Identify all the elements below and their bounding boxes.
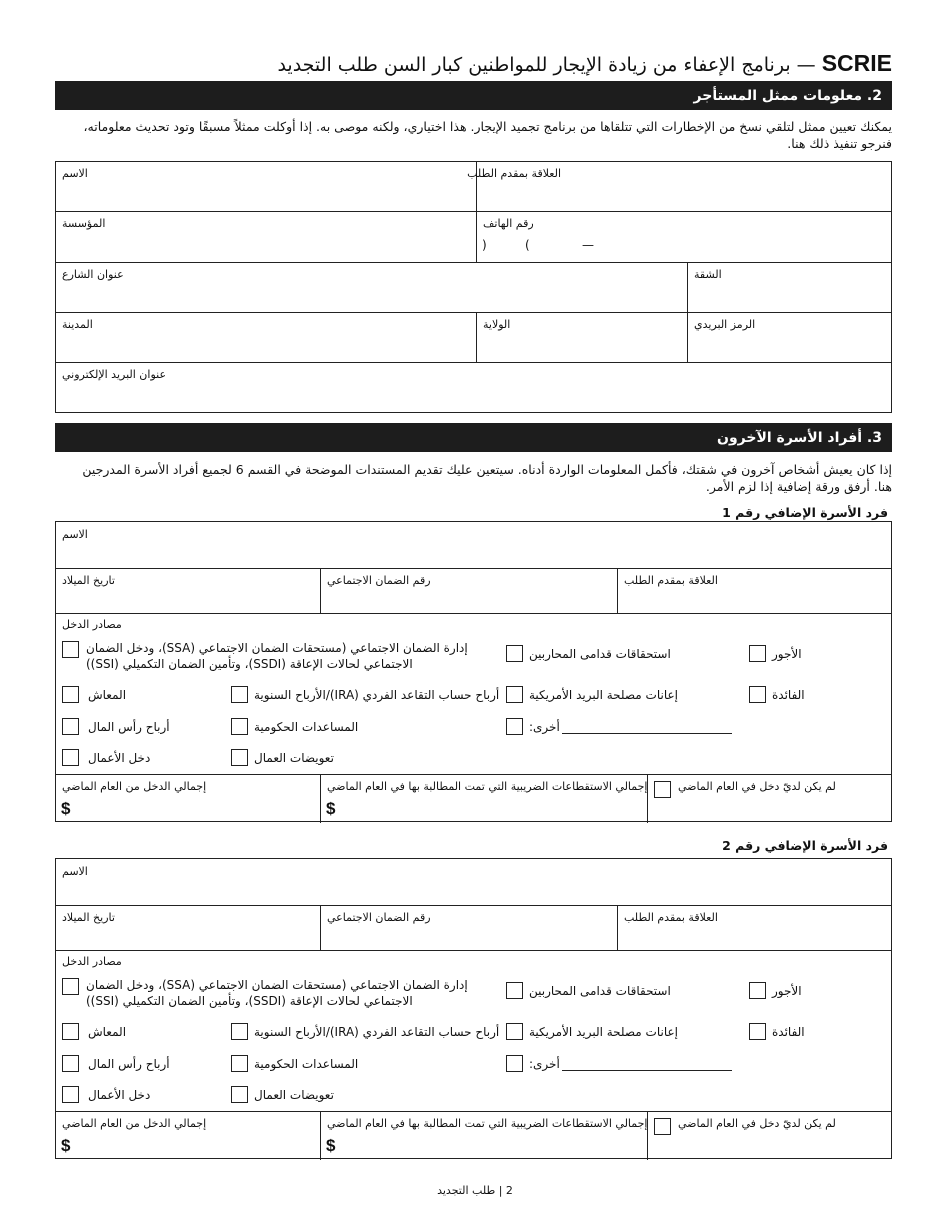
member-2-pension-label: المعاش: [88, 1025, 127, 1039]
member-1-name-field[interactable]: [56, 522, 891, 568]
member-1-total-deductions-label: إجمالي الاستقطاعات الضريبية التي تمت المطالبة بها في العام الماضي: [327, 780, 648, 793]
member-1-ssn-field[interactable]: [321, 569, 617, 613]
rep-apt-label: الشقة: [694, 268, 722, 281]
rep-zip-field[interactable]: [688, 313, 891, 362]
rep-organization-field[interactable]: [56, 212, 476, 262]
member-1-total-deductions-field[interactable]: [321, 775, 647, 823]
member-1-ssn-label: رقم الضمان الاجتماعي: [327, 574, 431, 587]
member-1-income-sources-label: مصادر الدخل: [62, 618, 122, 631]
member-1-veterans-checkbox[interactable]: [506, 645, 523, 662]
member-2-income-dollar: $: [61, 1136, 71, 1155]
page-footer: [0, 1184, 950, 1197]
member-1-business-checkbox[interactable]: [62, 749, 79, 766]
member-2-ssn-field[interactable]: [321, 906, 617, 950]
member-2-wages-checkbox[interactable]: [749, 982, 766, 999]
footer-label: طلب التجديد: [437, 1184, 496, 1197]
member-1-other-checkbox[interactable]: [506, 718, 523, 735]
member-2-other-label: أخرى:: [529, 1057, 560, 1071]
member-1-business-label: دخل الأعمال: [88, 751, 151, 765]
member-1-no-income-label: لم يكن لديّ دخل في العام الماضي: [678, 780, 836, 793]
member-2-postal-checkbox[interactable]: [506, 1023, 523, 1040]
member-2-wages-label: الأجور: [772, 984, 802, 998]
member-2-deductions-dollar: $: [326, 1136, 336, 1155]
rep-state-label: الولاية: [483, 318, 511, 331]
rep-organization-label: المؤسسة: [62, 217, 106, 230]
rep-city-label: المدينة: [62, 318, 93, 331]
member-1-dob-label: تاريخ الميلاد: [62, 574, 115, 587]
phone-dash: —: [582, 238, 594, 252]
member-1-dob-field[interactable]: [56, 569, 320, 613]
member-1-relationship-field[interactable]: [618, 569, 891, 613]
footer-separator: |: [495, 1184, 506, 1197]
section-3-intro: إذا كان يعيش أشخاص آخرون في شقتك، فأكمل المعلومات الواردة أدناه. سيتعين عليك تقديم المستندات الموضحة في القسم 6 لجميع أفراد الأسرة المدرجين هنا. أرفق ورقة إضافية إذا لزم الأمر.: [82, 462, 892, 494]
member-2-postal-label: إعانات مصلحة البريد الأمريكية: [529, 1025, 678, 1039]
member-1-gov-label: المساعدات الحكومية: [254, 720, 359, 734]
member-1-capital-label: أرباح رأس المال: [88, 720, 170, 734]
member-1-relationship-label: العلاقة بمقدم الطلب: [624, 574, 718, 587]
member-2-ssa-checkbox[interactable]: [62, 978, 79, 995]
member-1-wages-checkbox[interactable]: [749, 645, 766, 662]
member-2-business-checkbox[interactable]: [62, 1086, 79, 1103]
rep-zip-label: الرمز البريدي: [694, 318, 756, 331]
member-2-relationship-field[interactable]: [618, 906, 891, 950]
member-2-name-field[interactable]: [56, 859, 891, 905]
member-2-gov-checkbox[interactable]: [231, 1055, 248, 1072]
program-code: SCRIE: [821, 50, 892, 76]
member-2-interest-label: الفائدة: [772, 1025, 805, 1039]
member-2-total-deductions-field[interactable]: [321, 1112, 647, 1160]
member-2-dob-field[interactable]: [56, 906, 320, 950]
page-number: 2: [505, 1184, 513, 1197]
rep-street-label: عنوان الشارع: [62, 268, 124, 281]
member-2-gov-label: المساعدات الحكومية: [254, 1057, 359, 1071]
member-1-capital-checkbox[interactable]: [62, 718, 79, 735]
member-1-name-label: الاسم: [62, 528, 88, 541]
rep-street-field[interactable]: [56, 263, 687, 312]
member-1-form: [55, 521, 892, 822]
phone-paren-close: ): [525, 238, 530, 252]
member-1-pension-checkbox[interactable]: [62, 686, 79, 703]
rep-email-label: عنوان البريد الإلكتروني: [62, 368, 167, 381]
member-1-interest-label: الفائدة: [772, 688, 805, 702]
representative-form: [55, 161, 892, 413]
member-1-interest-checkbox[interactable]: [749, 686, 766, 703]
member-2-veterans-checkbox[interactable]: [506, 982, 523, 999]
member-1-ira-checkbox[interactable]: [231, 686, 248, 703]
member-2-dob-label: تاريخ الميلاد: [62, 911, 115, 924]
member-1-title: فرد الأسرة الإضافي رقم 1: [722, 505, 888, 520]
member-2-income-sources-label: مصادر الدخل: [62, 955, 122, 968]
member-2-no-income-checkbox[interactable]: [654, 1118, 671, 1135]
rep-state-field[interactable]: [477, 313, 687, 362]
page-title: [55, 50, 892, 78]
member-1-no-income-checkbox[interactable]: [654, 781, 671, 798]
member-2-no-income-label: لم يكن لديّ دخل في العام الماضي: [678, 1117, 836, 1130]
member-1-ssa-label-2: الاجتماعي لحالات الإعاقة (SSDI)، وتأمين الضمان التكميلي (SSI)): [86, 657, 413, 671]
member-1-workers-checkbox[interactable]: [231, 749, 248, 766]
member-2-other-checkbox[interactable]: [506, 1055, 523, 1072]
member-2-total-income-label: إجمالي الدخل من العام الماضي: [62, 1117, 207, 1130]
member-2-total-deductions-label: إجمالي الاستقطاعات الضريبية التي تمت المطالبة بها في العام الماضي: [327, 1117, 648, 1130]
phone-paren-open: (: [482, 238, 487, 252]
member-2-ssa-label-2: الاجتماعي لحالات الإعاقة (SSDI)، وتأمين الضمان التكميلي (SSI)): [86, 994, 413, 1008]
member-1-workers-label: تعويضات العمال: [254, 751, 334, 765]
member-1-total-income-field[interactable]: [56, 775, 320, 823]
member-1-ira-label: أرباح حساب التقاعد الفردي (IRA)/الأرباح السنوية: [254, 688, 500, 702]
rep-apt-field[interactable]: [688, 263, 891, 312]
member-2-name-label: الاسم: [62, 865, 88, 878]
member-1-other-label: أخرى:: [529, 720, 560, 734]
member-2-ssa-label: إدارة الضمان الاجتماعي (مستحقات الضمان الاجتماعي (SSA)، ودخل الضمان: [86, 978, 468, 992]
member-2-ssn-label: رقم الضمان الاجتماعي: [327, 911, 431, 924]
member-1-wages-label: الأجور: [772, 647, 802, 661]
member-2-other-line[interactable]: [562, 1070, 732, 1071]
member-1-gov-checkbox[interactable]: [231, 718, 248, 735]
member-2-business-label: دخل الأعمال: [88, 1088, 151, 1102]
member-1-total-income-label: إجمالي الدخل من العام الماضي: [62, 780, 207, 793]
member-2-ira-label: أرباح حساب التقاعد الفردي (IRA)/الأرباح السنوية: [254, 1025, 500, 1039]
member-1-postal-label: إعانات مصلحة البريد الأمريكية: [529, 688, 678, 702]
member-1-ssa-checkbox[interactable]: [62, 641, 79, 658]
member-2-capital-label: أرباح رأس المال: [88, 1057, 170, 1071]
member-1-other-line[interactable]: [562, 733, 732, 734]
rep-phone-label: رقم الهاتف: [483, 217, 534, 230]
member-1-ssa-label: إدارة الضمان الاجتماعي (مستحقات الضمان الاجتماعي (SSA)، ودخل الضمان: [86, 641, 468, 655]
section-2-intro: يمكنك تعيين ممثل لتلقي نسخ من الإخطارات التي تتلقاها من برنامج تجميد الإيجار. هذا اختياري، ولكنه موصى به. إذا أوكلت ممثلاً مسبقًا وتود تحديث معلوماته، فنرجو تنفيذ ذلك هنا.: [83, 119, 892, 151]
member-2-ira-checkbox[interactable]: [231, 1023, 248, 1040]
member-1-income-dollar: $: [61, 799, 71, 818]
member-1-veterans-label: استحقاقات قدامى المحاربين: [529, 647, 671, 661]
member-2-workers-label: تعويضات العمال: [254, 1088, 334, 1102]
rep-relationship-label: العلاقة بمقدم الطلب: [467, 167, 561, 180]
member-2-title: فرد الأسرة الإضافي رقم 2: [722, 838, 888, 853]
member-1-postal-checkbox[interactable]: [506, 686, 523, 703]
title-text: — برنامج الإعفاء من زيادة الإيجار للمواطنين كبار السن طلب التجديد: [277, 54, 822, 76]
member-2-pension-checkbox[interactable]: [62, 1023, 79, 1040]
rep-name-label: الاسم: [62, 167, 88, 180]
rep-name-field[interactable]: [56, 162, 476, 211]
section-3-heading: [55, 423, 892, 452]
section-2-heading-text: 2. معلومات ممثل المستأجر: [693, 87, 882, 104]
section-2-heading: [55, 81, 892, 110]
section-3-heading-text: 3. أفراد الأسرة الآخرون: [717, 429, 882, 446]
member-1-pension-label: المعاش: [88, 688, 127, 702]
rep-relationship-field[interactable]: [467, 162, 891, 211]
member-2-total-income-field[interactable]: [56, 1112, 320, 1160]
member-2-workers-checkbox[interactable]: [231, 1086, 248, 1103]
rep-city-field[interactable]: [56, 313, 476, 362]
member-1-deductions-dollar: $: [326, 799, 336, 818]
member-2-form: [55, 858, 892, 1159]
member-2-interest-checkbox[interactable]: [749, 1023, 766, 1040]
member-2-relationship-label: العلاقة بمقدم الطلب: [624, 911, 718, 924]
member-2-veterans-label: استحقاقات قدامى المحاربين: [529, 984, 671, 998]
rep-email-field[interactable]: [56, 363, 891, 413]
member-2-capital-checkbox[interactable]: [62, 1055, 79, 1072]
rep-phone-field[interactable]: [477, 212, 891, 262]
